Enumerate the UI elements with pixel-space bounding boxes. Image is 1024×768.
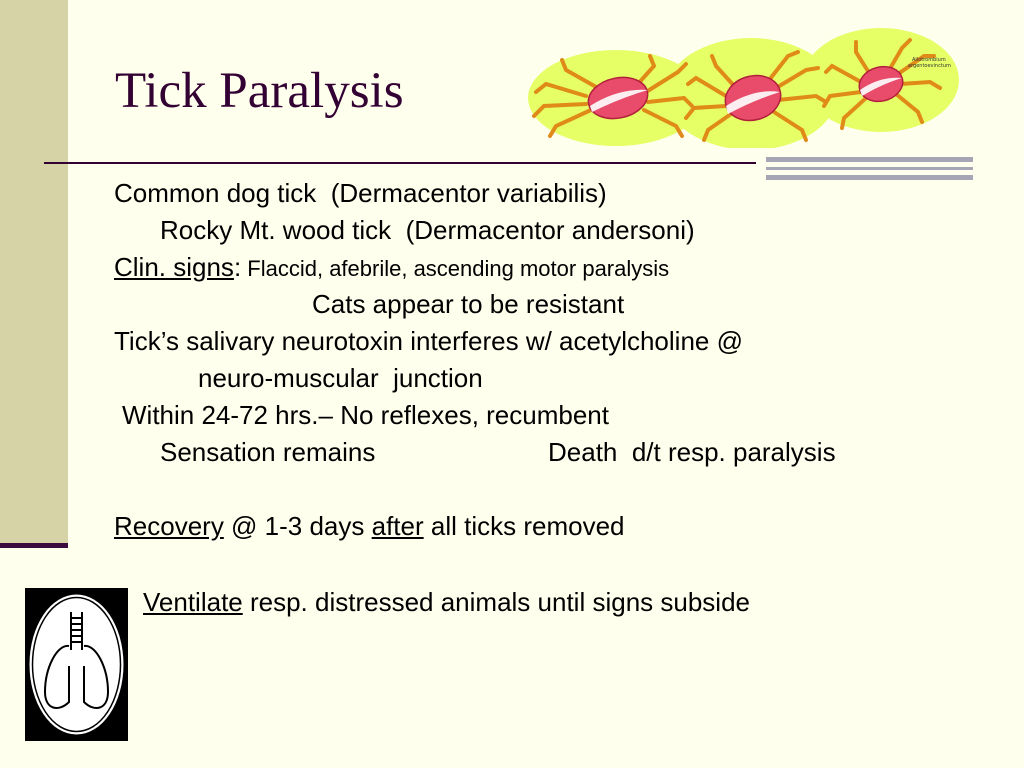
line-junction: neuro-muscular junction — [198, 363, 483, 393]
line-sensation-remains: Sensation remains — [160, 437, 376, 467]
recovery-word: Recovery — [114, 511, 224, 541]
divider-accent-2 — [766, 167, 973, 170]
ventilate-word: Ventilate — [143, 587, 243, 617]
line-common-dog-tick: Common dog tick (Dermacentor variabilis) — [114, 178, 607, 208]
line-cats-resistant: Cats appear to be resistant — [312, 289, 625, 319]
tick-image-label-1: Allotrombium — [912, 57, 946, 63]
tick-clipart-icon — [526, 26, 960, 148]
title-divider — [44, 162, 756, 164]
slide-title: Tick Paralysis — [115, 63, 404, 119]
recovery-end: all ticks removed — [423, 511, 625, 541]
line-rocky-mt-tick: Rocky Mt. wood tick (Dermacentor andersoni) — [160, 215, 695, 245]
left-accent-bar — [0, 0, 68, 548]
lungs-icon-box — [25, 588, 128, 741]
line-ventilate — [143, 587, 750, 618]
clin-signs-colon: : — [233, 252, 242, 282]
line-death: Death d/t resp. paralysis — [548, 437, 836, 467]
line-recovery — [114, 511, 625, 542]
line-clin-signs — [114, 252, 669, 283]
lungs-icon — [25, 588, 128, 741]
left-accent-line — [0, 543, 68, 548]
divider-accent-3 — [766, 175, 973, 180]
after-word: after — [371, 511, 424, 541]
clin-signs-text: Flaccid, afebrile, ascending motor paralysis — [241, 256, 670, 281]
recovery-mid: @ 1-3 days — [223, 511, 372, 541]
line-neurotoxin: Tick’s salivary neurotoxin interferes w/ acetylcholine @ — [114, 326, 743, 356]
ventilate-rest: resp. distressed animals until signs subside — [242, 587, 750, 617]
clin-signs-label: Clin. signs — [114, 252, 234, 282]
line-within-hours: Within 24-72 hrs.– No reflexes, recumbent — [122, 400, 609, 430]
tick-image-label-2: argentoevinctum — [908, 63, 951, 69]
divider-accent-1 — [766, 157, 973, 162]
